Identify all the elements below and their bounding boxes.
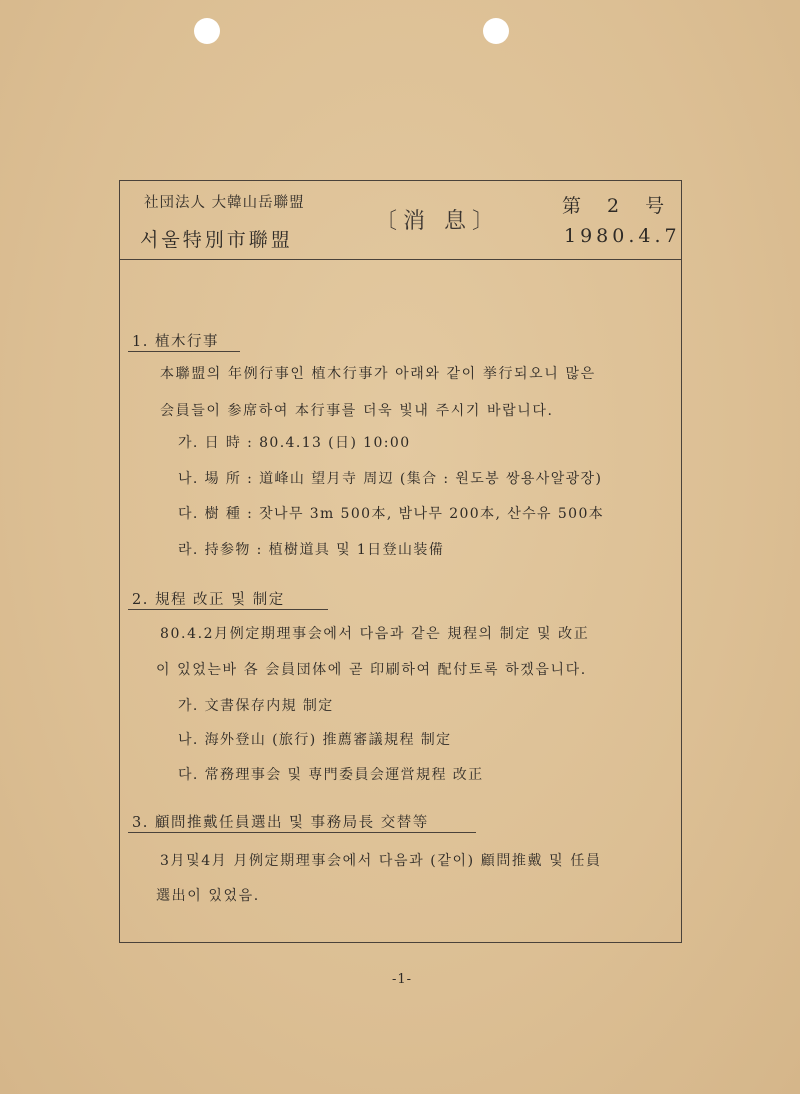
issue-date: 1980.4.7 [564, 225, 681, 247]
punch-hole-left [194, 18, 220, 44]
list-item: 나. 場 所 : 道峰山 望月寺 周辺 (集合 : 원도봉 쌍용사알광장) [178, 471, 603, 487]
page-number: -1- [392, 972, 413, 987]
list-item: 다. 常務理事会 및 専門委員会運営規程 改正 [178, 767, 484, 783]
section-body-line: 本聯盟의 年例行事인 植木行事가 아래와 같이 挙行되오니 많은 [160, 366, 596, 382]
list-item: 나. 海外登山 (旅行) 推薦審議規程 制定 [178, 732, 452, 748]
section-heading: 3. 顧問推戴任員選出 및 事務局長 交替等 [132, 815, 429, 831]
section-underline [128, 609, 328, 610]
list-item: 가. 日 時 : 80.4.13 (日) 10:00 [178, 435, 411, 451]
section-body-line: 80.4.2月例定期理事会에서 다음과 같은 規程의 制定 및 改正 [160, 626, 590, 642]
section-underline [128, 832, 476, 833]
newsletter-title: 〔消 息〕 [375, 209, 500, 234]
section-heading: 1. 植木行事 [132, 334, 219, 350]
org-name-seoul: 서울特別市聯盟 [140, 229, 293, 251]
section-underline [128, 351, 240, 352]
org-name-national: 社団法人 大韓山岳聯盟 [144, 195, 305, 211]
section-body-line: 이 있었는바 各 会員団体에 곧 印刷하여 配付토록 하겠읍니다. [156, 662, 587, 678]
list-item: 가. 文書保存内規 制定 [178, 698, 334, 714]
issue-number: 第 2 号 [562, 195, 675, 217]
header-divider [120, 259, 681, 260]
newsletter-frame [119, 180, 682, 943]
section-body-line: 選出이 있었음. [156, 888, 260, 904]
punch-hole-right [483, 18, 509, 44]
list-item: 라. 持参物 : 植樹道具 및 1日登山装備 [178, 542, 445, 558]
list-item: 다. 樹 種 : 잣나무 3m 500本, 밤나무 200本, 산수유 500本 [178, 506, 605, 522]
section-body-line: 会員들이 参席하여 本行事를 더욱 빛내 주시기 바랍니다. [160, 403, 554, 419]
section-heading: 2. 規程 改正 및 制定 [132, 592, 285, 608]
section-body-line: 3月및4月 月例定期理事会에서 다음과 (같이) 顧問推戴 및 任員 [160, 853, 602, 869]
